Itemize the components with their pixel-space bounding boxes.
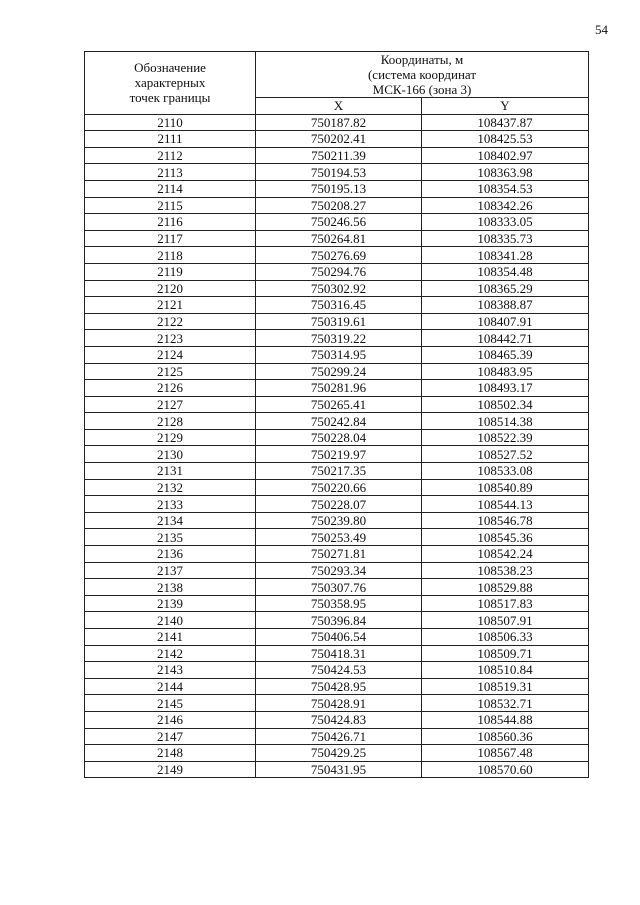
x-coordinate-cell: 750211.39 bbox=[256, 147, 422, 164]
table-row bbox=[85, 479, 589, 496]
point-id-cell: 2128 bbox=[85, 413, 256, 430]
header-coord-line-3: МСК-166 (зона 3) bbox=[372, 82, 472, 97]
y-coordinate-cell: 108354.53 bbox=[422, 180, 589, 197]
x-coordinate-cell: 750228.07 bbox=[256, 496, 422, 513]
table-row bbox=[85, 396, 589, 413]
point-id-cell: 2111 bbox=[85, 131, 256, 148]
table-row bbox=[85, 346, 589, 363]
point-id-cell: 2115 bbox=[85, 197, 256, 214]
point-id-cell: 2149 bbox=[85, 761, 256, 778]
x-coordinate-cell: 750294.76 bbox=[256, 263, 422, 280]
y-coordinate-cell: 108506.33 bbox=[422, 629, 589, 646]
point-id-cell: 2148 bbox=[85, 745, 256, 762]
table-row bbox=[85, 164, 589, 181]
y-coordinate-cell: 108540.89 bbox=[422, 479, 589, 496]
point-id-cell: 2147 bbox=[85, 728, 256, 745]
y-coordinate-cell: 108465.39 bbox=[422, 346, 589, 363]
y-coordinate-cell: 108570.60 bbox=[422, 761, 589, 778]
point-id-cell: 2136 bbox=[85, 546, 256, 563]
x-coordinate-cell: 750406.54 bbox=[256, 629, 422, 646]
point-id-cell: 2139 bbox=[85, 595, 256, 612]
y-coordinate-cell: 108354.48 bbox=[422, 263, 589, 280]
y-coordinate-cell: 108341.28 bbox=[422, 247, 589, 264]
x-coordinate-cell: 750424.83 bbox=[256, 711, 422, 728]
x-coordinate-cell: 750194.53 bbox=[256, 164, 422, 181]
point-id-cell: 2138 bbox=[85, 579, 256, 596]
x-coordinate-cell: 750253.49 bbox=[256, 529, 422, 546]
point-id-cell: 2119 bbox=[85, 263, 256, 280]
y-coordinate-cell: 108538.23 bbox=[422, 562, 589, 579]
table-row bbox=[85, 546, 589, 563]
table-row bbox=[85, 446, 589, 463]
y-coordinate-cell: 108514.38 bbox=[422, 413, 589, 430]
y-coordinate-cell: 108483.95 bbox=[422, 363, 589, 380]
table-row bbox=[85, 745, 589, 762]
y-coordinate-cell: 108493.17 bbox=[422, 380, 589, 397]
table-row bbox=[85, 263, 589, 280]
table-row bbox=[85, 463, 589, 480]
table-row bbox=[85, 529, 589, 546]
point-id-cell: 2131 bbox=[85, 463, 256, 480]
y-coordinate-cell: 108560.36 bbox=[422, 728, 589, 745]
x-coordinate-cell: 750228.04 bbox=[256, 429, 422, 446]
x-coordinate-cell: 750428.91 bbox=[256, 695, 422, 712]
y-coordinate-cell: 108335.73 bbox=[422, 230, 589, 247]
x-coordinate-cell: 750220.66 bbox=[256, 479, 422, 496]
x-coordinate-cell: 750195.13 bbox=[256, 180, 422, 197]
y-coordinate-cell: 108517.83 bbox=[422, 595, 589, 612]
point-id-cell: 2116 bbox=[85, 214, 256, 231]
header-coord-line-1: Координаты, м bbox=[380, 52, 464, 67]
point-id-cell: 2120 bbox=[85, 280, 256, 297]
x-coordinate-cell: 750319.61 bbox=[256, 313, 422, 330]
point-id-cell: 2121 bbox=[85, 297, 256, 314]
table-row bbox=[85, 761, 589, 778]
header-row-top bbox=[85, 52, 589, 98]
x-coordinate-cell: 750396.84 bbox=[256, 612, 422, 629]
y-coordinate-cell: 108407.91 bbox=[422, 313, 589, 330]
y-coordinate-cell: 108388.87 bbox=[422, 297, 589, 314]
y-coordinate-cell: 108402.97 bbox=[422, 147, 589, 164]
page-number: 54 bbox=[595, 22, 608, 37]
table-row bbox=[85, 363, 589, 380]
y-coordinate-cell: 108542.24 bbox=[422, 546, 589, 563]
table-row bbox=[85, 214, 589, 231]
point-id-cell: 2141 bbox=[85, 629, 256, 646]
table-header bbox=[85, 52, 589, 115]
table-row bbox=[85, 645, 589, 662]
header-x: X bbox=[256, 98, 422, 115]
table-row bbox=[85, 330, 589, 347]
table-row bbox=[85, 429, 589, 446]
point-id-cell: 2142 bbox=[85, 645, 256, 662]
x-coordinate-cell: 750307.76 bbox=[256, 579, 422, 596]
y-coordinate-cell: 108507.91 bbox=[422, 612, 589, 629]
point-id-cell: 2112 bbox=[85, 147, 256, 164]
y-coordinate-cell: 108442.71 bbox=[422, 330, 589, 347]
header-point-line-3: точек границы bbox=[129, 90, 211, 106]
table-row bbox=[85, 612, 589, 629]
table-row bbox=[85, 197, 589, 214]
table-row bbox=[85, 114, 589, 131]
point-id-cell: 2133 bbox=[85, 496, 256, 513]
table-row bbox=[85, 728, 589, 745]
point-id-cell: 2146 bbox=[85, 711, 256, 728]
x-coordinate-cell: 750319.22 bbox=[256, 330, 422, 347]
point-id-cell: 2110 bbox=[85, 114, 256, 131]
x-coordinate-cell: 750219.97 bbox=[256, 446, 422, 463]
table-row bbox=[85, 496, 589, 513]
table-row bbox=[85, 629, 589, 646]
x-coordinate-cell: 750242.84 bbox=[256, 413, 422, 430]
y-coordinate-cell: 108529.88 bbox=[422, 579, 589, 596]
table-row bbox=[85, 695, 589, 712]
x-coordinate-cell: 750299.24 bbox=[256, 363, 422, 380]
point-id-cell: 2140 bbox=[85, 612, 256, 629]
y-coordinate-cell: 108544.13 bbox=[422, 496, 589, 513]
y-coordinate-cell: 108546.78 bbox=[422, 512, 589, 529]
table-row bbox=[85, 562, 589, 579]
x-coordinate-cell: 750246.56 bbox=[256, 214, 422, 231]
y-coordinate-cell: 108333.05 bbox=[422, 214, 589, 231]
table-row bbox=[85, 512, 589, 529]
point-id-cell: 2122 bbox=[85, 313, 256, 330]
point-id-cell: 2125 bbox=[85, 363, 256, 380]
table-body bbox=[85, 114, 589, 778]
x-coordinate-cell: 750302.92 bbox=[256, 280, 422, 297]
y-coordinate-cell: 108342.26 bbox=[422, 197, 589, 214]
y-coordinate-cell: 108510.84 bbox=[422, 662, 589, 679]
point-id-cell: 2118 bbox=[85, 247, 256, 264]
x-coordinate-cell: 750276.69 bbox=[256, 247, 422, 264]
x-coordinate-cell: 750281.96 bbox=[256, 380, 422, 397]
point-id-cell: 2127 bbox=[85, 396, 256, 413]
table-row bbox=[85, 180, 589, 197]
table-row bbox=[85, 297, 589, 314]
x-coordinate-cell: 750187.82 bbox=[256, 114, 422, 131]
x-coordinate-cell: 750208.27 bbox=[256, 197, 422, 214]
y-coordinate-cell: 108532.71 bbox=[422, 695, 589, 712]
point-id-cell: 2126 bbox=[85, 380, 256, 397]
table-row bbox=[85, 380, 589, 397]
y-coordinate-cell: 108522.39 bbox=[422, 429, 589, 446]
y-coordinate-cell: 108527.52 bbox=[422, 446, 589, 463]
x-coordinate-cell: 750293.34 bbox=[256, 562, 422, 579]
x-coordinate-cell: 750271.81 bbox=[256, 546, 422, 563]
point-id-cell: 2129 bbox=[85, 429, 256, 446]
x-coordinate-cell: 750265.41 bbox=[256, 396, 422, 413]
table-row bbox=[85, 711, 589, 728]
point-id-cell: 2130 bbox=[85, 446, 256, 463]
table-row bbox=[85, 579, 589, 596]
point-id-cell: 2124 bbox=[85, 346, 256, 363]
y-coordinate-cell: 108545.36 bbox=[422, 529, 589, 546]
point-id-cell: 2135 bbox=[85, 529, 256, 546]
y-coordinate-cell: 108363.98 bbox=[422, 164, 589, 181]
point-id-cell: 2117 bbox=[85, 230, 256, 247]
x-coordinate-cell: 750428.95 bbox=[256, 678, 422, 695]
table-row bbox=[85, 147, 589, 164]
x-coordinate-cell: 750264.81 bbox=[256, 230, 422, 247]
y-coordinate-cell: 108509.71 bbox=[422, 645, 589, 662]
y-coordinate-cell: 108519.31 bbox=[422, 678, 589, 695]
y-coordinate-cell: 108437.87 bbox=[422, 114, 589, 131]
x-coordinate-cell: 750429.25 bbox=[256, 745, 422, 762]
x-coordinate-cell: 750431.95 bbox=[256, 761, 422, 778]
header-coordinates bbox=[256, 52, 589, 98]
y-coordinate-cell: 108502.34 bbox=[422, 396, 589, 413]
x-coordinate-cell: 750217.35 bbox=[256, 463, 422, 480]
table-row bbox=[85, 131, 589, 148]
table-row bbox=[85, 595, 589, 612]
y-coordinate-cell: 108533.08 bbox=[422, 463, 589, 480]
header-coord-line-2: (система координат bbox=[367, 67, 477, 82]
table-row bbox=[85, 662, 589, 679]
table-row bbox=[85, 280, 589, 297]
point-id-cell: 2132 bbox=[85, 479, 256, 496]
table-row bbox=[85, 678, 589, 695]
point-id-cell: 2145 bbox=[85, 695, 256, 712]
y-coordinate-cell: 108425.53 bbox=[422, 131, 589, 148]
x-coordinate-cell: 750418.31 bbox=[256, 645, 422, 662]
header-y: Y bbox=[422, 98, 589, 115]
x-coordinate-cell: 750358.95 bbox=[256, 595, 422, 612]
x-coordinate-cell: 750316.45 bbox=[256, 297, 422, 314]
y-coordinate-cell: 108365.29 bbox=[422, 280, 589, 297]
point-id-cell: 2123 bbox=[85, 330, 256, 347]
y-coordinate-cell: 108544.88 bbox=[422, 711, 589, 728]
point-id-cell: 2137 bbox=[85, 562, 256, 579]
x-coordinate-cell: 750424.53 bbox=[256, 662, 422, 679]
x-coordinate-cell: 750202.41 bbox=[256, 131, 422, 148]
x-coordinate-cell: 750426.71 bbox=[256, 728, 422, 745]
header-point-designation bbox=[85, 52, 256, 115]
x-coordinate-cell: 750314.95 bbox=[256, 346, 422, 363]
table-row bbox=[85, 230, 589, 247]
x-coordinate-cell: 750239.80 bbox=[256, 512, 422, 529]
header-point-line-2: характерных bbox=[134, 75, 206, 91]
table-row bbox=[85, 413, 589, 430]
point-id-cell: 2144 bbox=[85, 678, 256, 695]
table-row bbox=[85, 247, 589, 264]
point-id-cell: 2113 bbox=[85, 164, 256, 181]
table-row bbox=[85, 313, 589, 330]
point-id-cell: 2134 bbox=[85, 512, 256, 529]
coordinates-table bbox=[84, 51, 589, 778]
point-id-cell: 2114 bbox=[85, 180, 256, 197]
point-id-cell: 2143 bbox=[85, 662, 256, 679]
y-coordinate-cell: 108567.48 bbox=[422, 745, 589, 762]
header-point-line-1: Обозначение bbox=[134, 60, 206, 76]
